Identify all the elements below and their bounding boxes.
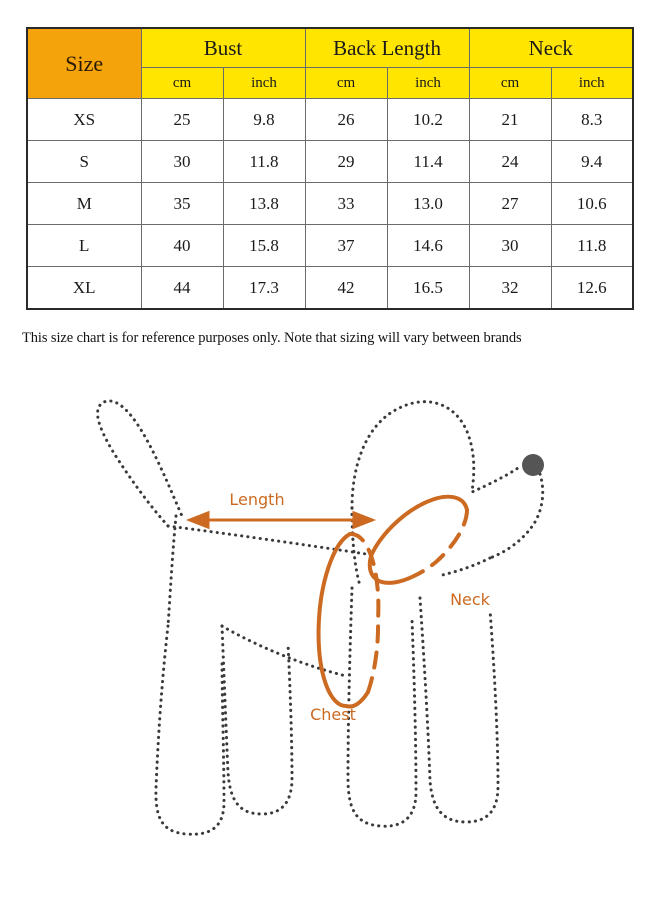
- dog-tail-outline: [98, 401, 182, 526]
- dog-measurement-diagram: [0, 358, 660, 898]
- dog-front-leg-near: [348, 588, 416, 826]
- cell-bust-inch: 17.3: [223, 267, 305, 310]
- cell-bust-inch: 15.8: [223, 225, 305, 267]
- cell-back-cm: 37: [305, 225, 387, 267]
- cell-size: M: [27, 183, 141, 225]
- cell-bust-cm: 44: [141, 267, 223, 310]
- length-arrow-head-left: [190, 513, 208, 527]
- header-unit-bust-inch: inch: [223, 68, 305, 99]
- header-unit-neck-cm: cm: [469, 68, 551, 99]
- dog-nose-icon: [522, 454, 544, 476]
- cell-bust-cm: 25: [141, 99, 223, 141]
- cell-neck-inch: 10.6: [551, 183, 633, 225]
- dog-muzzle-outline: [490, 474, 543, 558]
- table-row: [27, 183, 633, 225]
- cell-bust-cm: 35: [141, 183, 223, 225]
- cell-bust-inch: 13.8: [223, 183, 305, 225]
- cell-bust-cm: 40: [141, 225, 223, 267]
- dog-front-leg-far: [420, 598, 498, 822]
- dog-rear-leg-near: [222, 626, 292, 814]
- cell-back-inch: 13.0: [387, 183, 469, 225]
- cell-back-cm: 26: [305, 99, 387, 141]
- cell-neck-cm: 27: [469, 183, 551, 225]
- label-chest: Chest: [310, 705, 356, 724]
- cell-neck-cm: 24: [469, 141, 551, 183]
- header-unit-back-cm: cm: [305, 68, 387, 99]
- cell-back-inch: 10.2: [387, 99, 469, 141]
- cell-bust-inch: 9.8: [223, 99, 305, 141]
- length-arrow-head-right: [354, 513, 372, 527]
- header-group-neck: Neck: [469, 28, 633, 68]
- label-length: Length: [229, 490, 285, 509]
- table-row: [27, 225, 633, 267]
- header-unit-bust-cm: cm: [141, 68, 223, 99]
- label-neck: Neck: [450, 590, 490, 609]
- table-body: [27, 99, 633, 310]
- table-header-row-groups: [27, 28, 633, 68]
- dog-rear-leg-far: [156, 626, 224, 834]
- neck-ellipse-solid: [370, 497, 467, 583]
- header-group-bust: Bust: [141, 28, 305, 68]
- dog-belly-outline: [222, 626, 346, 676]
- cell-bust-inch: 11.8: [223, 141, 305, 183]
- chest-ellipse-solid: [319, 534, 368, 706]
- dog-head-outline: [352, 402, 518, 508]
- cell-bust-cm: 30: [141, 141, 223, 183]
- cell-neck-cm: 21: [469, 99, 551, 141]
- cell-neck-cm: 32: [469, 267, 551, 310]
- neck-ellipse-dashed: [414, 510, 467, 576]
- size-chart-table: [26, 27, 634, 310]
- cell-neck-inch: 12.6: [551, 267, 633, 310]
- table-row: [27, 141, 633, 183]
- header-group-back-length: Back Length: [305, 28, 469, 68]
- cell-size: S: [27, 141, 141, 183]
- cell-back-inch: 11.4: [387, 141, 469, 183]
- header-unit-neck-inch: inch: [551, 68, 633, 99]
- table-header: [27, 28, 633, 99]
- dog-rear-haunch: [168, 516, 176, 626]
- cell-size: XS: [27, 99, 141, 141]
- header-unit-back-inch: inch: [387, 68, 469, 99]
- header-size: Size: [27, 28, 141, 99]
- cell-size: XL: [27, 267, 141, 310]
- cell-back-inch: 14.6: [387, 225, 469, 267]
- cell-neck-inch: 9.4: [551, 141, 633, 183]
- disclaimer-text: This size chart is for reference purposes only. Note that sizing will vary between brands: [22, 330, 522, 346]
- cell-back-inch: 16.5: [387, 267, 469, 310]
- cell-size: L: [27, 225, 141, 267]
- length-measure-arrow: [190, 513, 372, 527]
- neck-measure-ellipse: [370, 497, 467, 583]
- table-row: [27, 267, 633, 310]
- table-row: [27, 99, 633, 141]
- cell-neck-cm: 30: [469, 225, 551, 267]
- cell-neck-inch: 8.3: [551, 99, 633, 141]
- cell-back-cm: 42: [305, 267, 387, 310]
- cell-back-cm: 29: [305, 141, 387, 183]
- dog-neck-front: [438, 558, 490, 576]
- cell-neck-inch: 11.8: [551, 225, 633, 267]
- cell-back-cm: 33: [305, 183, 387, 225]
